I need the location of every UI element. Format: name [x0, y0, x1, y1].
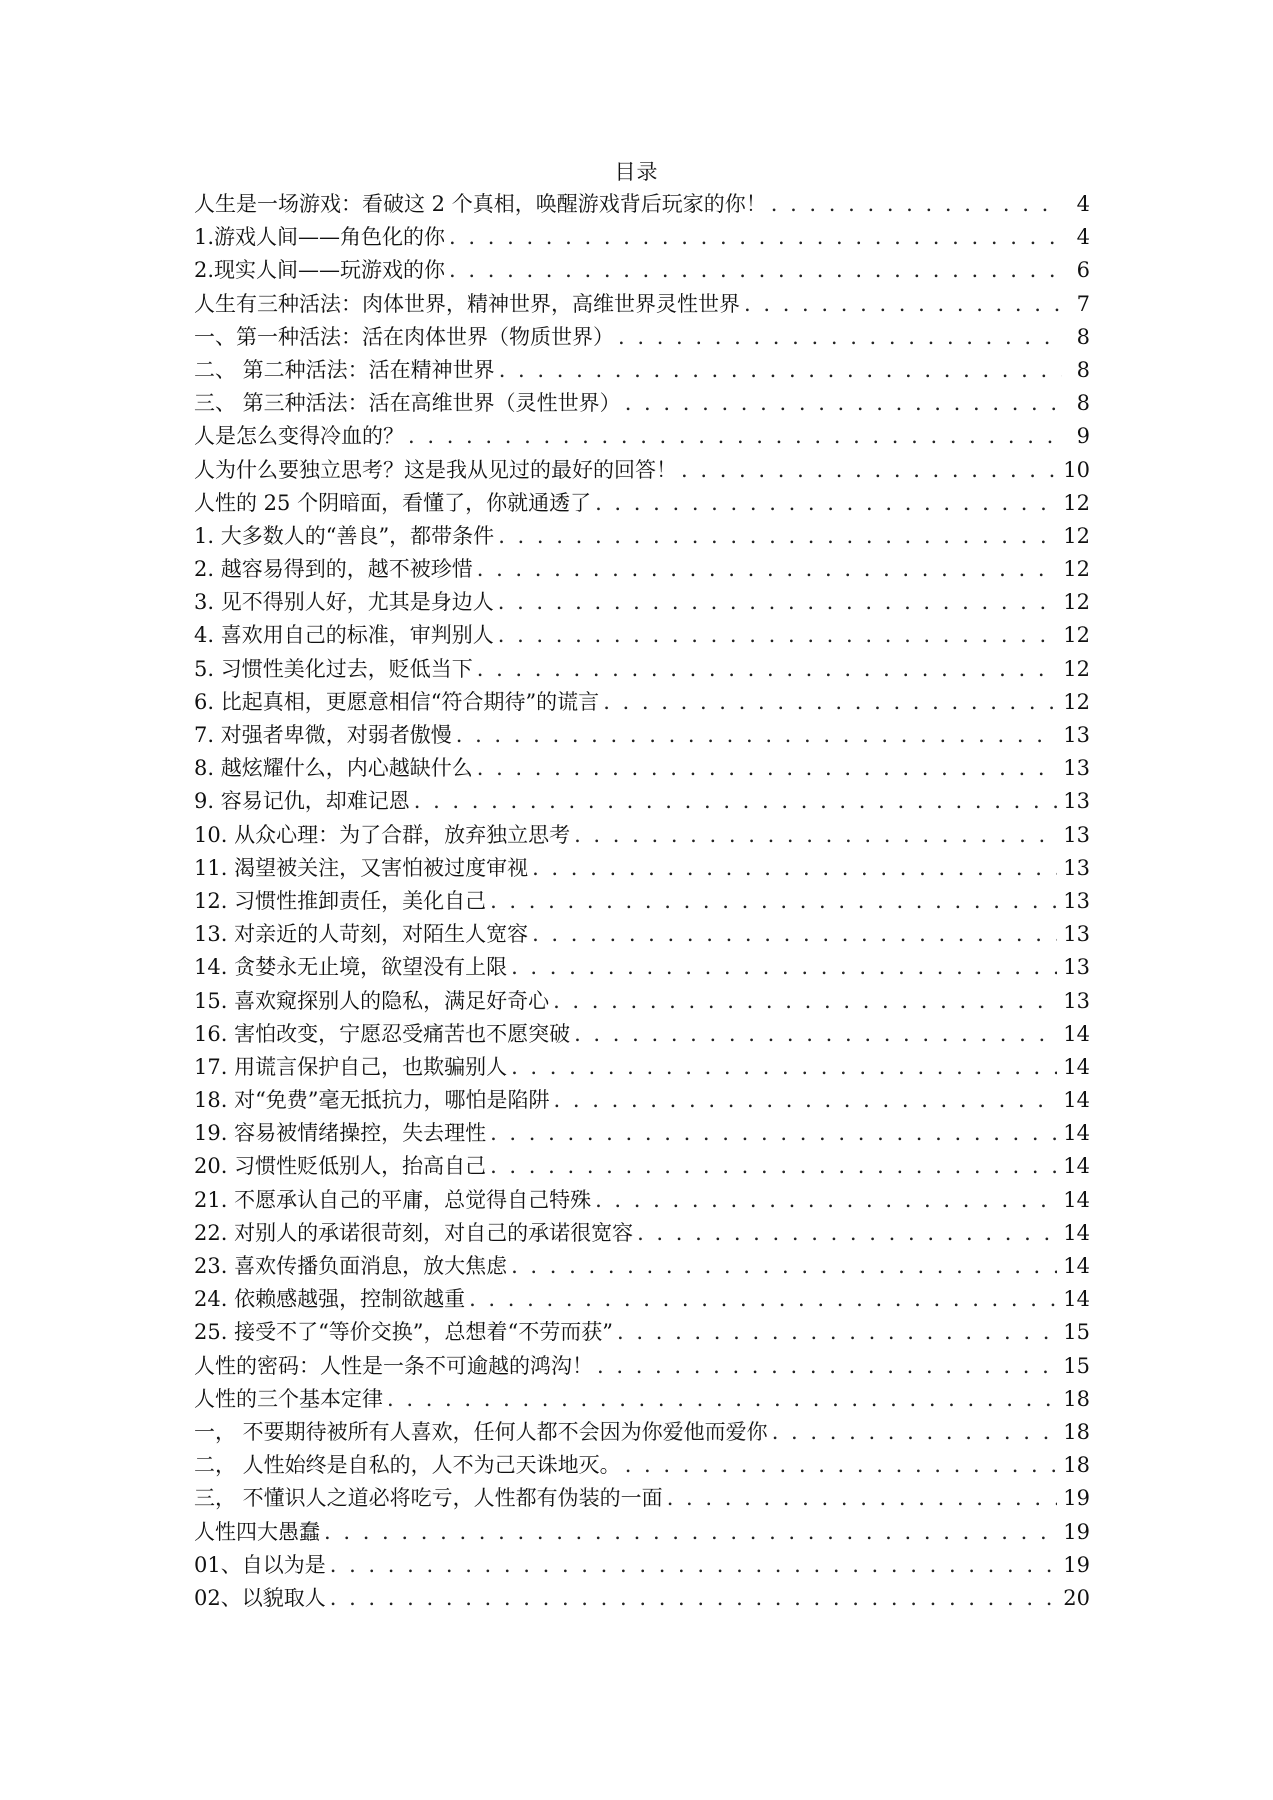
toc-entry-page-number: 13	[1063, 756, 1090, 781]
toc-dot-leader	[490, 889, 1057, 913]
toc-dot-leader	[477, 557, 1058, 581]
toc-dot-leader	[511, 1055, 1057, 1079]
toc-entry-title: 2. 越容易得到的，越不被珍惜	[194, 557, 473, 582]
toc-entry[interactable]	[194, 885, 1090, 918]
toc-entry[interactable]	[194, 819, 1090, 852]
toc-dot-leader	[637, 1221, 1057, 1245]
toc-entry-page-number: 13	[1063, 888, 1090, 913]
toc-entry-page-number: 19	[1063, 1519, 1090, 1544]
toc-entry-title: 6. 比起真相，更愿意相信“符合期待”的谎言	[194, 689, 600, 714]
toc-entry[interactable]	[194, 354, 1090, 387]
toc-entry-title: 02、以貌取人	[194, 1585, 326, 1610]
toc-entry-title: 人性的三个基本定律	[194, 1386, 383, 1411]
toc-entry-page-number: 19	[1063, 1552, 1090, 1577]
toc-entry[interactable]	[194, 1449, 1090, 1482]
toc-dot-leader	[469, 1287, 1057, 1311]
toc-entry-page-number: 20	[1063, 1585, 1090, 1610]
toc-entry[interactable]	[194, 985, 1090, 1018]
toc-entry-title: 7. 对强者卑微，对弱者傲慢	[194, 723, 452, 747]
toc-entry-title: 1.游戏人间——角色化的你	[194, 225, 446, 250]
toc-entry[interactable]	[194, 951, 1090, 984]
toc-entry-page-number: 12	[1063, 490, 1090, 515]
toc-entry-title: 24. 依赖感越强，控制欲越重	[194, 1287, 466, 1312]
toc-entry-title: 20. 习惯性贬低别人，抬高自己	[194, 1154, 487, 1179]
toc-entry-title: 人性四大愚蠢	[194, 1519, 320, 1544]
toc-entry[interactable]	[194, 852, 1090, 885]
toc-entry[interactable]	[194, 1516, 1090, 1549]
toc-entry-title: 人性的 25 个阴暗面，看懂了，你就通透了	[194, 490, 592, 515]
toc-entry[interactable]	[194, 686, 1090, 719]
toc-dot-leader	[553, 989, 1057, 1013]
toc-entry-page-number: 4	[1076, 225, 1090, 250]
toc-entry-title: 9. 容易记仇，却难记恩	[194, 789, 410, 814]
toc-entry-page-number: 12	[1063, 523, 1090, 548]
toc-entry[interactable]	[194, 420, 1090, 453]
toc-entry-page-number: 9	[1076, 424, 1090, 449]
toc-entry-page-number: 14	[1063, 1021, 1090, 1046]
toc-entry[interactable]	[194, 1051, 1090, 1084]
toc-entry-title: 人为什么要独立思考？这是我从见过的最好的回答！	[194, 457, 677, 482]
toc-dot-leader	[554, 1088, 1058, 1112]
toc-dot-leader	[532, 856, 1057, 880]
toc-entry-title: 13. 对亲近的人苛刻，对陌生人宽容	[194, 922, 529, 947]
toc-entry-page-number: 4	[1076, 192, 1090, 216]
toc-entry-title: 2.现实人间——玩游戏的你	[194, 258, 446, 283]
toc-entry[interactable]	[194, 1283, 1090, 1316]
toc-dot-leader	[511, 1254, 1057, 1278]
toc-entry[interactable]	[194, 1084, 1090, 1117]
toc-dot-leader	[387, 1387, 1057, 1411]
toc-entry-title: 18. 对“免费”毫无抵抗力，哪怕是陷阱	[194, 1088, 550, 1113]
toc-entry[interactable]	[194, 1316, 1090, 1349]
toc-entry-title: 17. 用谎言保护自己，也欺骗别人	[194, 1054, 508, 1079]
toc-entry-title: 三、 第三种活法：活在高维世界（灵性世界）	[194, 391, 621, 416]
toc-entry[interactable]	[194, 586, 1090, 619]
toc-entry[interactable]	[194, 387, 1090, 420]
toc-entry[interactable]	[194, 653, 1090, 686]
toc-title: 目录	[614, 160, 659, 184]
toc-dot-leader	[667, 1486, 1058, 1510]
toc-entry-page-number: 13	[1063, 855, 1090, 880]
toc-entry-page-number: 14	[1063, 1254, 1090, 1278]
toc-dot-leader	[498, 623, 1058, 647]
toc-entry-title: 一、第一种活法：活在肉体世界（物质世界）	[194, 324, 614, 349]
toc-entry-page-number: 14	[1063, 1121, 1090, 1146]
toc-entry-title: 14. 贪婪永无止境，欲望没有上限	[194, 955, 508, 980]
toc-entry-title: 23. 喜欢传播负面消息，放大焦虑	[194, 1254, 508, 1278]
toc-list	[194, 188, 1090, 1615]
toc-entry[interactable]	[194, 254, 1090, 287]
toc-entry[interactable]	[194, 1018, 1090, 1051]
toc-entry[interactable]	[194, 454, 1090, 487]
toc-entry[interactable]	[194, 188, 1090, 221]
toc-entry-title: 12. 习惯性推卸责任，美化自己	[194, 888, 487, 913]
toc-entry-page-number: 14	[1063, 1220, 1090, 1245]
toc-dot-leader	[490, 1154, 1057, 1178]
toc-entry-title: 5. 习惯性美化过去，贬低当下	[194, 656, 473, 681]
toc-entry-title: 19. 容易被情绪操控，失去理性	[194, 1121, 487, 1146]
toc-entry[interactable]	[194, 918, 1090, 951]
toc-entry[interactable]	[194, 1117, 1090, 1150]
toc-entry-title: 人生有三种活法：肉体世界，精神世界，高维世界灵性世界	[194, 291, 740, 316]
toc-entry[interactable]	[194, 288, 1090, 321]
toc-entry[interactable]	[194, 752, 1090, 785]
toc-dot-leader	[625, 391, 1062, 415]
toc-entry[interactable]	[194, 1250, 1090, 1283]
toc-entry-page-number: 13	[1063, 922, 1090, 947]
toc-dot-leader	[477, 756, 1058, 780]
toc-entry-title: 二、 第二种活法：活在精神世界	[194, 357, 495, 382]
toc-entry-title: 3. 见不得别人好，尤其是身边人	[194, 590, 494, 615]
toc-dot-leader	[324, 1520, 1057, 1544]
toc-dot-leader	[617, 1320, 1057, 1344]
toc-entry[interactable]	[194, 619, 1090, 652]
toc-entry[interactable]	[194, 1482, 1090, 1515]
toc-entry[interactable]	[194, 553, 1090, 586]
toc-dot-leader	[498, 590, 1058, 614]
toc-entry[interactable]	[194, 1582, 1090, 1615]
toc-entry-page-number: 13	[1063, 723, 1090, 747]
toc-entry-page-number: 14	[1063, 1154, 1090, 1179]
toc-entry-page-number: 18	[1063, 1453, 1090, 1478]
toc-entry[interactable]	[194, 1150, 1090, 1183]
toc-entry-title: 21. 不愿承认自己的平庸，总觉得自己特殊	[194, 1187, 592, 1212]
toc-entry-title: 人生是一场游戏：看破这 2 个真相，唤醒游戏背后玩家的你！	[194, 192, 767, 216]
toc-entry-page-number: 13	[1063, 822, 1090, 847]
toc-dot-leader	[499, 358, 1062, 382]
toc-entry-title: 8. 越炫耀什么，内心越缺什么	[194, 756, 473, 781]
toc-entry-page-number: 15	[1063, 1320, 1090, 1345]
toc-entry-page-number: 12	[1063, 656, 1090, 681]
toc-entry-title: 人是怎么变得冷血的？	[194, 424, 404, 449]
toc-entry-title: 01、自以为是	[194, 1552, 326, 1577]
toc-dot-leader	[618, 325, 1062, 349]
toc-dot-leader	[449, 258, 1062, 282]
toc-dot-leader	[408, 424, 1062, 448]
toc-dot-leader	[625, 1453, 1058, 1477]
toc-entry-title: 一， 不要期待被所有人喜欢，任何人都不会因为你爱他而爱你	[194, 1419, 768, 1444]
toc-dot-leader	[449, 225, 1062, 249]
toc-entry[interactable]	[194, 1383, 1090, 1416]
toc-dot-leader	[603, 690, 1057, 714]
toc-entry[interactable]	[194, 1549, 1090, 1582]
toc-entry-title: 10. 从众心理：为了合群，放弃独立思考	[194, 822, 571, 847]
toc-entry-page-number: 14	[1063, 1088, 1090, 1113]
toc-entry[interactable]	[194, 1350, 1090, 1383]
toc-dot-leader	[771, 192, 1062, 216]
toc-entry[interactable]	[194, 520, 1090, 553]
toc-entry-page-number: 18	[1063, 1419, 1090, 1444]
toc-entry-title: 三， 不懂识人之道必将吃亏，人性都有伪装的一面	[194, 1486, 663, 1511]
toc-entry-title: 16. 害怕改变，宁愿忍受痛苦也不愿突破	[194, 1021, 571, 1046]
toc-entry-page-number: 12	[1063, 557, 1090, 582]
toc-dot-leader	[414, 789, 1058, 813]
toc-entry-page-number: 12	[1063, 689, 1090, 714]
toc-entry-page-number: 7	[1076, 291, 1090, 316]
toc-entry-page-number: 15	[1063, 1353, 1090, 1378]
toc-entry-page-number: 18	[1063, 1386, 1090, 1411]
toc-entry[interactable]	[194, 321, 1090, 354]
toc-entry[interactable]	[194, 1416, 1090, 1449]
toc-entry-page-number: 8	[1076, 324, 1090, 349]
toc-entry-page-number: 19	[1063, 1486, 1090, 1511]
toc-entry-page-number: 8	[1076, 391, 1090, 416]
toc-entry-page-number: 13	[1063, 955, 1090, 980]
toc-entry-title: 22. 对别人的承诺很苛刻，对自己的承诺很宽容	[194, 1220, 634, 1245]
toc-dot-leader	[681, 458, 1057, 482]
toc-entry-page-number: 14	[1063, 1054, 1090, 1079]
toc-dot-leader	[477, 657, 1058, 681]
toc-entry-title: 4. 喜欢用自己的标准，审判别人	[194, 623, 494, 648]
toc-dot-leader	[744, 292, 1062, 316]
toc-entry-page-number: 8	[1076, 357, 1090, 382]
toc-entry[interactable]	[194, 221, 1090, 254]
toc-dot-leader	[772, 1420, 1058, 1444]
toc-dot-leader	[490, 1121, 1057, 1145]
toc-entry[interactable]	[194, 487, 1090, 520]
toc-dot-leader	[498, 524, 1057, 548]
toc-entry-title: 1. 大多数人的“善良”，都带条件	[194, 523, 495, 548]
toc-dot-leader	[574, 1022, 1057, 1046]
toc-entry[interactable]	[194, 1184, 1090, 1217]
toc-dot-leader	[511, 955, 1057, 979]
toc-entry-page-number: 12	[1063, 590, 1090, 615]
toc-dot-leader	[532, 922, 1057, 946]
toc-entry-page-number: 13	[1063, 988, 1090, 1013]
toc-entry-page-number: 12	[1063, 623, 1090, 648]
toc-entry-page-number: 13	[1063, 789, 1090, 814]
toc-entry-title: 15. 喜欢窥探别人的隐私，满足好奇心	[194, 988, 550, 1013]
toc-dot-leader	[574, 823, 1057, 847]
toc-dot-leader	[456, 723, 1058, 747]
toc-entry-title: 11. 渴望被关注，又害怕被过度审视	[194, 855, 529, 880]
toc-entry[interactable]	[194, 719, 1090, 752]
toc-dot-leader	[595, 1188, 1057, 1212]
toc-entry[interactable]	[194, 1217, 1090, 1250]
toc-entry-title: 25. 接受不了“等价交换”，总想着“不劳而获”	[194, 1320, 614, 1345]
toc-entry-page-number: 14	[1063, 1187, 1090, 1212]
toc-entry-page-number: 10	[1063, 457, 1090, 482]
toc-entry-title: 二， 人性始终是自私的，人不为己天诛地灭。	[194, 1453, 621, 1478]
toc-dot-leader	[597, 1354, 1057, 1378]
toc-entry-page-number: 14	[1063, 1287, 1090, 1312]
toc-dot-leader	[330, 1553, 1058, 1577]
toc-dot-leader	[595, 491, 1057, 515]
toc-entry-page-number: 6	[1076, 258, 1090, 283]
toc-dot-leader	[330, 1586, 1058, 1610]
toc-entry[interactable]	[194, 785, 1090, 818]
toc-entry-title: 人性的密码：人性是一条不可逾越的鸿沟！	[194, 1353, 593, 1378]
